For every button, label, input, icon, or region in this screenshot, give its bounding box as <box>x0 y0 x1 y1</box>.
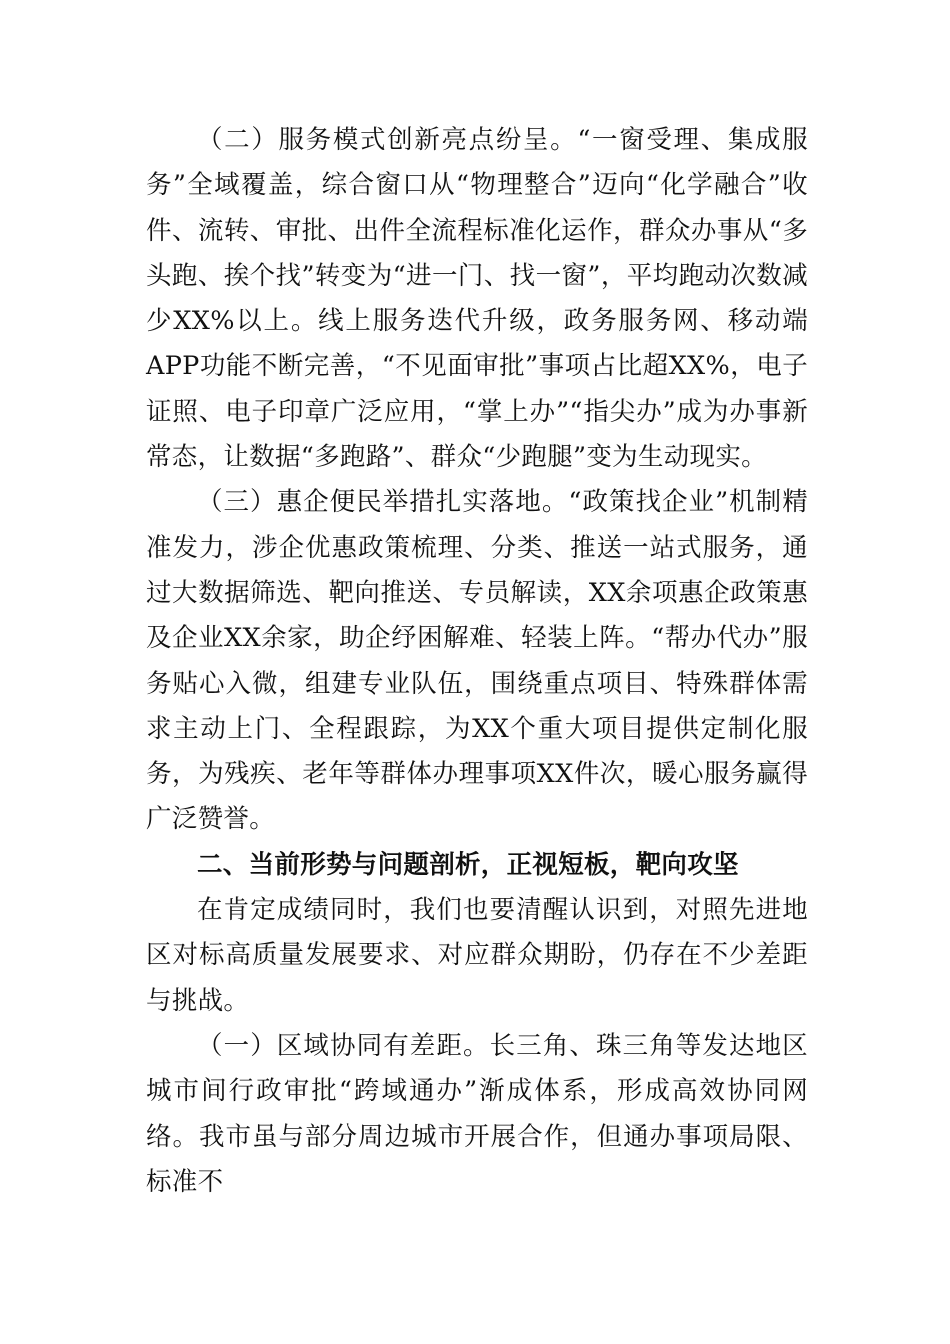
paragraph-intro: 在肯定成绩同时，我们也要清醒认识到，对照先进地区对标高质量发展要求、对应群众期盼，仍存在不少差距与挑战。 <box>146 895 808 1016</box>
paragraph-body: 长三角、珠三角等发达地区城市间行政审批“跨域通办”渐成体系，形成高效协同网络。我市虽与部分周边城市开展合作，但通办事项局限、标准不 <box>146 1030 808 1197</box>
paragraph-body: “政策找企业”机制精准发力，涉企优惠政策梳理、分类、推送一站式服务，通过大数据筛选、靶向推送、专员解读，XX余项惠企政策惠及企业XX余家，助企纾困解难、轻装上阵。“帮办代办”服务贴心入微，组建专业队伍，围绕重点项目、特殊群体需求主动上门、全程跟踪，为XX个重大项目提供定制化服务，为残疾、老年等群体办理事项XX件次，暖心服务赢得广泛赞誉。 <box>146 487 809 835</box>
subsection-lead: （二）服务模式创新亮点纷呈。 <box>197 125 578 155</box>
paragraph-body: “一窗受理、集成服务”全域覆盖，综合窗口从“物理整合”迈向“化学融合”收件、流转、审批、出件全流程标准化运作，群众办事从“多头跑、挨个找”转变为“进一门、找一窗”，平均跑动次数减少XX%以上。线上服务迭代升级，政务服务网、移动端APP功能不断完善，“不见面审批”事项占比超XX%，电子证照、电子印章广泛应用，“掌上办”“指尖办”成为办事新常态，让数据“多跑路”、群众“少跑腿”变为生动现实。 <box>146 125 808 473</box>
subsection-lead: （三）惠企便民举措扎实落地。 <box>197 487 569 518</box>
paragraph-enterprise-measures <box>146 480 808 842</box>
subsection-lead: （一）区域协同有差距。 <box>197 1030 490 1061</box>
paragraph-service-mode <box>146 118 808 480</box>
document-page <box>146 118 808 1205</box>
paragraph-regional-coordination <box>146 1024 808 1205</box>
section-heading: 二、当前形势与问题剖析，正视短板，靶向攻坚 <box>197 849 739 880</box>
